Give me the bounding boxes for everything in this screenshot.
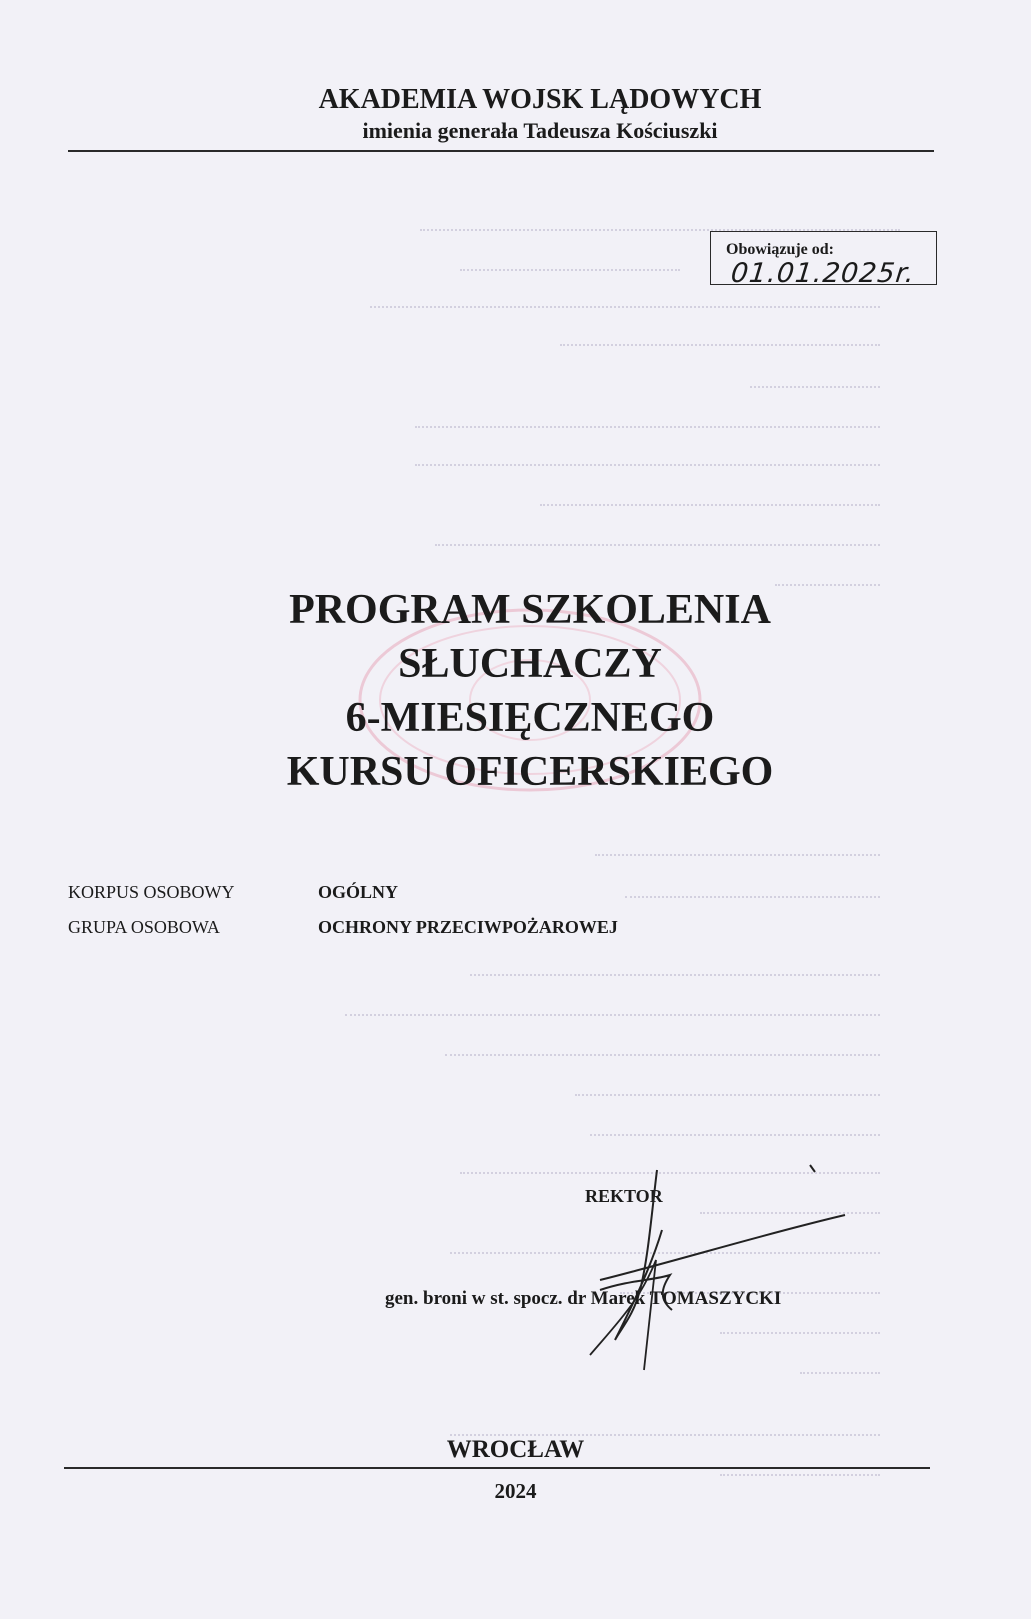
title-line-3: 6-MIESIĘCZNEGO xyxy=(345,695,715,741)
academy-patron: imienia generała Tadeusza Kościuszki xyxy=(362,118,718,143)
group-label: GRUPA OSOBOWA xyxy=(68,917,220,937)
header-divider xyxy=(68,150,934,152)
signatory-role: REKTOR xyxy=(585,1186,663,1206)
signatory-name: gen. broni w st. spocz. dr Marek TOMASZYCKI xyxy=(385,1288,782,1309)
corps-label: KORPUS OSOBOWY xyxy=(68,882,235,902)
footer-year: 2024 xyxy=(494,1479,537,1503)
title-line-1: PROGRAM SZKOLENIA xyxy=(289,587,771,633)
title-line-2: SŁUCHACZY xyxy=(398,641,662,687)
validity-date-handwritten: 01.01.2025r. xyxy=(729,258,917,289)
validity-label: Obowiązuje od: xyxy=(726,241,834,258)
corps-value: OGÓLNY xyxy=(318,882,399,902)
footer-divider xyxy=(64,1467,930,1469)
group-value: OCHRONY PRZECIWPOŻAROWEJ xyxy=(318,917,618,937)
handwritten-signature-icon xyxy=(560,1140,860,1380)
footer-city: WROCŁAW xyxy=(446,1436,585,1463)
title-line-4: KURSU OFICERSKIEGO xyxy=(286,749,774,795)
academy-name: AKADEMIA WOJSK LĄDOWYCH xyxy=(318,84,762,115)
